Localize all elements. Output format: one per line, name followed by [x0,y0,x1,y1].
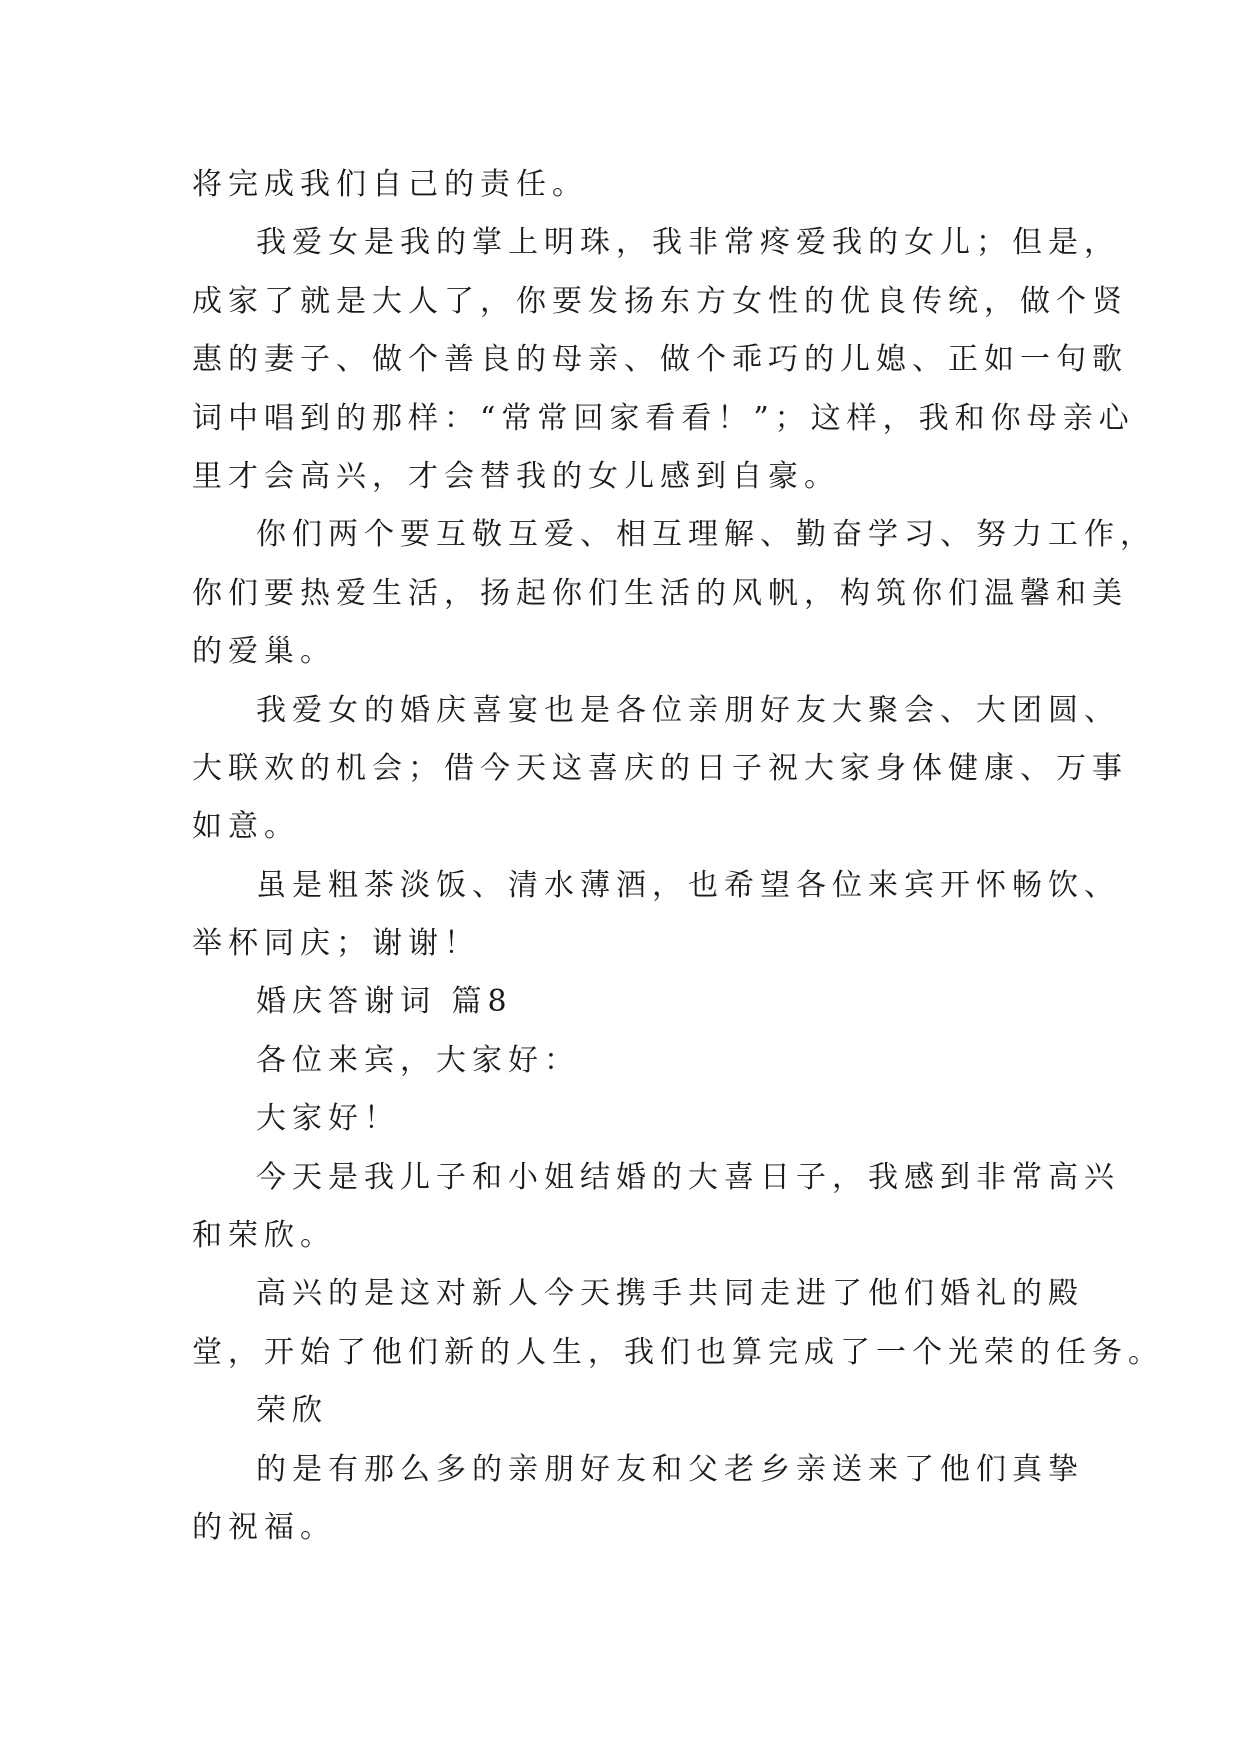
text-line: 将完成我们自己的责任。 [192,167,588,202]
text-line: 堂，开始了他们新的人生，我们也算完成了一个光荣的任务。 [192,1334,1164,1370]
text-line: 词中唱到的那样：“常常回家看看！”；这样，我和你母亲心 [192,400,1135,436]
section-heading: 婚庆答谢词 篇8 [256,984,513,1020]
text-line: 今天是我儿子和小姐结婚的大喜日子，我感到非常高兴 [256,1159,1120,1195]
text-line: 大家好！ [256,1101,400,1137]
text-line: 举杯同庆；谢谢！ [192,926,480,962]
text-line: 我爱女是我的掌上明珠，我非常疼爱我的女儿；但是， [256,225,1120,261]
text-line: 你们要热爱生活，扬起你们生活的风帆，构筑你们温馨和美 [192,575,1128,611]
text-line: 里才会高兴，才会替我的女儿感到自豪。 [192,458,840,494]
text-line: 的爱巢。 [192,634,336,670]
text-line: 我爱女的婚庆喜宴也是各位亲朋好友大聚会、大团圆、 [256,692,1120,728]
text-line: 惠的妻子、做个善良的母亲、做个乖巧的儿媳、正如一句歌 [192,342,1128,378]
document-body [192,156,1164,1557]
text-line: 和荣欣。 [192,1218,336,1254]
text-line: 的是有那么多的亲朋好友和父老乡亲送来了他们真挚 [256,1451,1084,1487]
text-line: 你们两个要互敬互爱、相互理解、勤奋学习、努力工作， [256,517,1156,553]
text-line: 大联欢的机会；借今天这喜庆的日子祝大家身体健康、万事 [192,750,1128,786]
text-line: 虽是粗茶淡饭、清水薄酒，也希望各位来宾开怀畅饮、 [256,867,1120,903]
text-line: 各位来宾，大家好： [256,1042,580,1078]
text-line: 成家了就是大人了，你要发扬东方女性的优良传统，做个贤 [192,283,1128,319]
text-line: 的祝福。 [192,1509,336,1545]
text-line: 如意。 [192,809,300,845]
text-line: 高兴的是这对新人今天携手共同走进了他们婚礼的殿 [256,1276,1084,1312]
text-line: 荣欣 [256,1393,328,1429]
